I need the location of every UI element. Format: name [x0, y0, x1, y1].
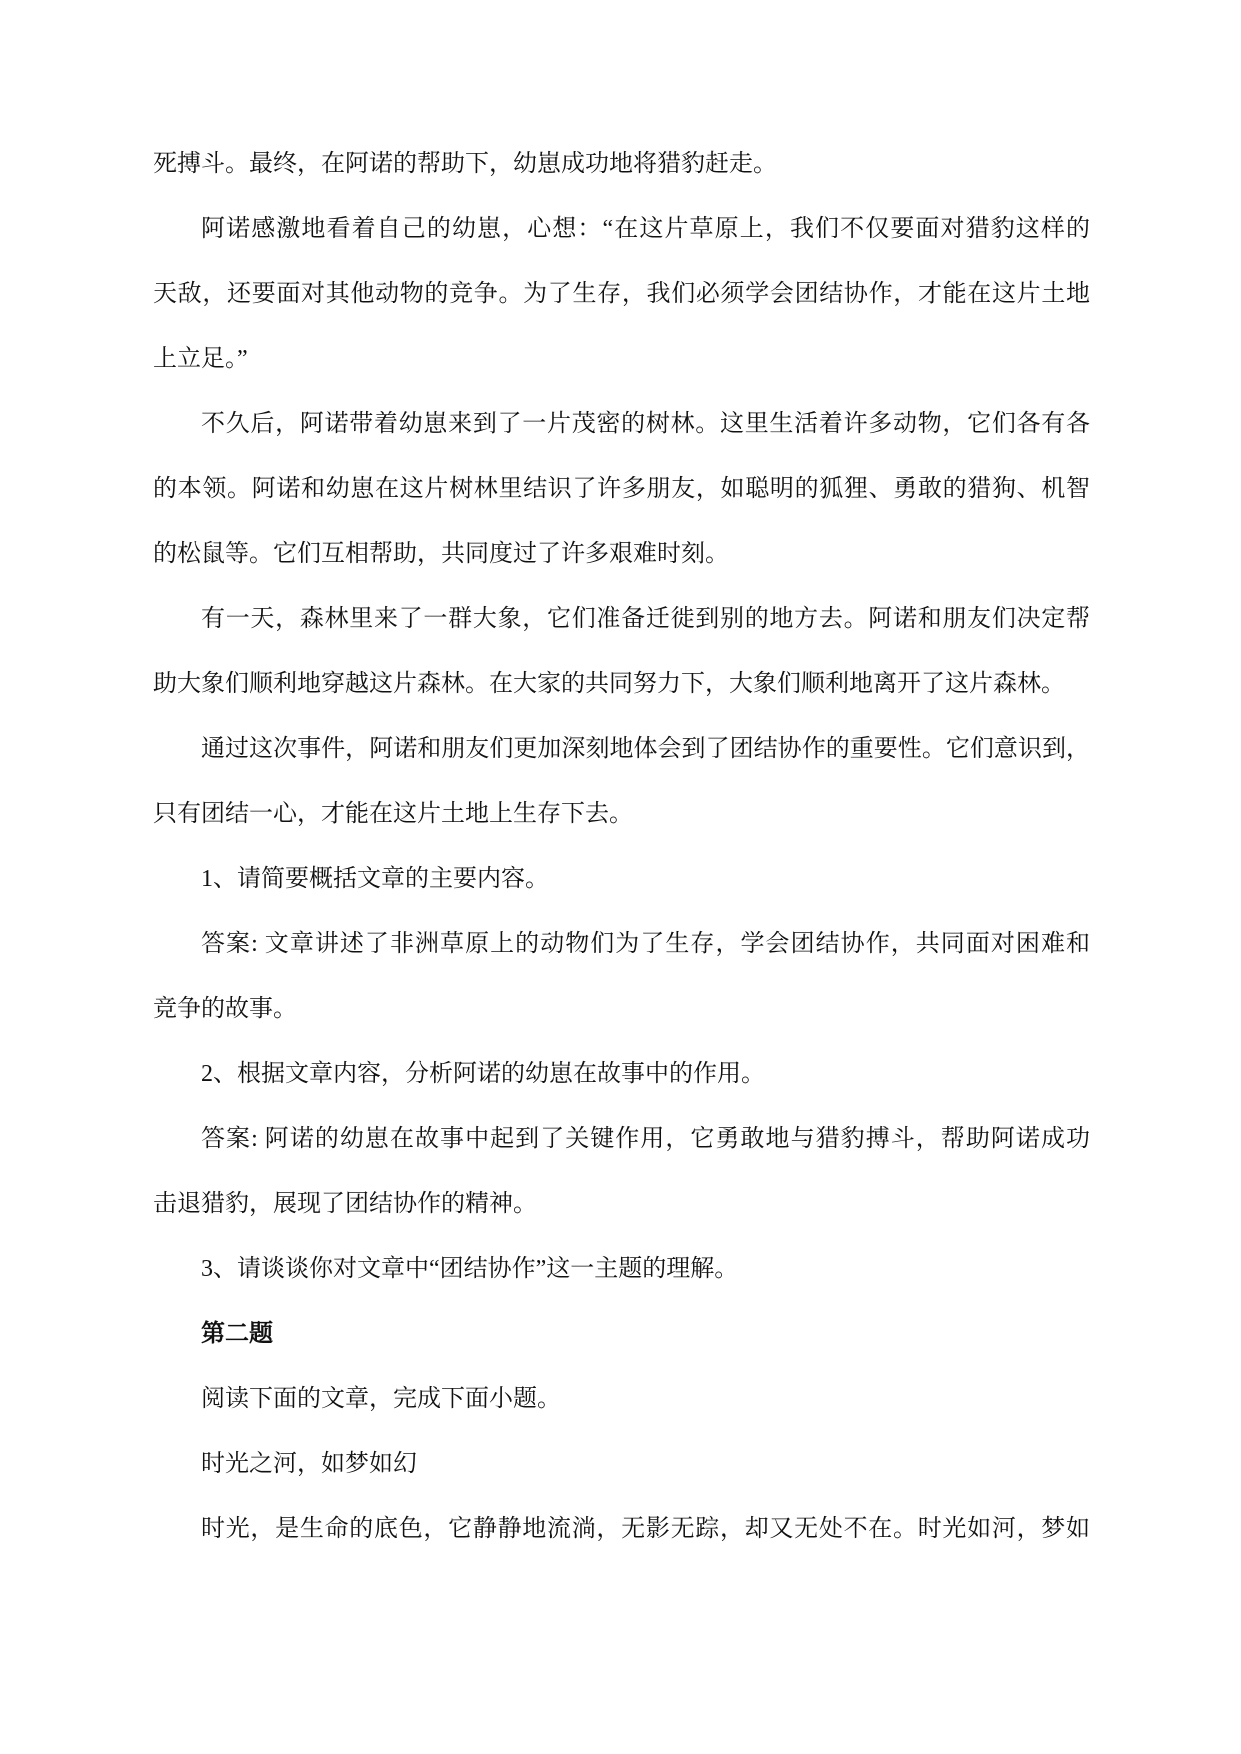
answer-line: 答案: 文章讲述了非洲草原上的动物们为了生存，学会团结协作，共同面对困难和	[201, 931, 1090, 957]
passage-paragraph	[153, 1497, 1090, 1562]
question-prompt: 2、根据文章内容，分析阿诺的幼崽在故事中的作用。	[201, 1061, 765, 1087]
section-two	[153, 1302, 1090, 1562]
story-paragraph	[153, 587, 1090, 717]
answer-line: 竞争的故事。	[153, 996, 297, 1022]
text-line: 的松鼠等。它们互相帮助，共同度过了许多艰难时刻。	[153, 541, 729, 567]
answer-line: 击退猎豹，展现了团结协作的精神。	[153, 1191, 537, 1217]
text-line: 时光，是生命的底色，它静静地流淌，无影无踪，却又无处不在。时光如河，梦如	[201, 1516, 1090, 1542]
text-line: 有一天，森林里来了一群大象，它们准备迁徙到别的地方去。阿诺和朋友们决定帮	[201, 606, 1090, 632]
instruction-text: 阅读下面的文章，完成下面小题。	[201, 1386, 561, 1412]
question-item	[153, 1237, 1090, 1302]
passage-title: 时光之河，如梦如幻	[201, 1451, 417, 1477]
question-prompt: 3、请谈谈你对文章中“团结协作”这一主题的理解。	[201, 1256, 739, 1282]
question-item	[153, 1042, 1090, 1237]
text-line: 的本领。阿诺和幼崽在这片树林里结识了许多朋友，如聪明的狐狸、勇敢的猎狗、机智	[153, 476, 1090, 502]
text-line: 不久后，阿诺带着幼崽来到了一片茂密的树林。这里生活着许多动物，它们各有各	[201, 411, 1090, 437]
story-paragraph	[153, 197, 1090, 392]
text-line: 天敌，还要面对其他动物的竞争。为了生存，我们必须学会团结协作，才能在这片土地	[153, 281, 1090, 307]
story-paragraph	[153, 717, 1090, 847]
question-prompt: 1、请简要概括文章的主要内容。	[201, 866, 549, 892]
text-line: 死搏斗。最终，在阿诺的帮助下，幼崽成功地将猎豹赶走。	[153, 151, 777, 177]
text-line: 上立足。”	[153, 346, 248, 372]
text-line: 通过这次事件，阿诺和朋友们更加深刻地体会到了团结协作的重要性。它们意识到，	[201, 736, 1090, 762]
section-heading: 第二题	[201, 1321, 273, 1347]
story-paragraph	[153, 132, 1090, 197]
text-line: 助大象们顺利地穿越这片森林。在大家的共同努力下，大象们顺利地离开了这片森林。	[153, 671, 1065, 697]
text-line: 阿诺感激地看着自己的幼崽，心想：“在这片草原上，我们不仅要面对猎豹这样的	[201, 216, 1090, 242]
text-line: 只有团结一心，才能在这片土地上生存下去。	[153, 801, 633, 827]
question-item	[153, 847, 1090, 1042]
answer-line: 答案: 阿诺的幼崽在故事中起到了关键作用，它勇敢地与猎豹搏斗，帮助阿诺成功	[201, 1126, 1090, 1152]
question-list	[153, 847, 1090, 1302]
story-paragraph	[153, 392, 1090, 587]
story-continuation	[153, 132, 1090, 847]
